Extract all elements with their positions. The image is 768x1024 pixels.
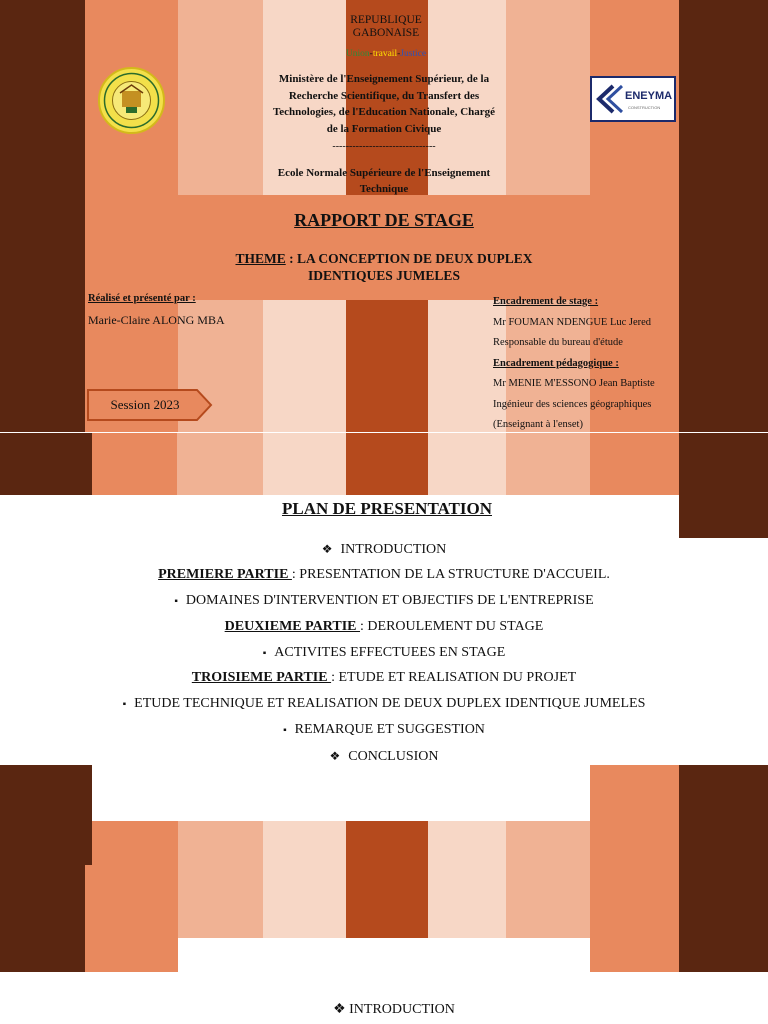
company-logo-text: ENEYMA (625, 90, 673, 102)
motto-separator: - (397, 49, 401, 59)
stripe (428, 821, 506, 938)
stripe (506, 433, 590, 495)
stripe (346, 433, 428, 495)
school-line: Technique (359, 183, 409, 195)
session-label: Session 2023 (110, 397, 180, 412)
plan-item-text: DOMAINES D'INTERVENTION ET OBJECTIFS DE L'ENTREPRISE (185, 593, 594, 608)
square-bullet-icon: ▪ (283, 725, 287, 736)
stripe (506, 821, 590, 938)
intro-slide (0, 765, 768, 1024)
stripe (92, 433, 177, 495)
ministry-line: Ministère de l'Enseignement Supérieur, de la (278, 73, 490, 85)
plan-item-text: : DEROULEMENT DU STAGE (360, 619, 544, 634)
ministry-line: de la Formation Civique (326, 122, 442, 135)
plan-title: PLAN DE PRESENTATION (281, 499, 492, 518)
pedagogic-note: (Enseignant à l'enset) (493, 419, 583, 430)
plan-item (0, 696, 768, 713)
stripe (590, 433, 679, 495)
republic-line: REPUBLIQUE (350, 14, 422, 26)
supervisor-name: Mr FOUMAN NDENGUE Luc Jered (493, 316, 652, 328)
stripe (590, 765, 679, 972)
motto-separator: - (369, 49, 373, 59)
theme-colon: : (285, 251, 297, 266)
plan-item (0, 567, 768, 583)
motto-word: Justice (400, 49, 427, 59)
diamond-bullet-icon: ❖ (333, 1002, 346, 1017)
diamond-bullet-icon: ❖ (329, 749, 341, 763)
cover-slide (0, 0, 768, 432)
supervision-block (493, 292, 683, 436)
ministry-line: Technologies, de l'Education Nationale, Chargé (272, 106, 496, 118)
school-seal-logo (98, 67, 165, 134)
plan-item (0, 619, 768, 635)
school-name (246, 165, 522, 197)
square-bullet-icon: ▪ (262, 648, 267, 659)
plan-item (0, 722, 768, 739)
author-name: Marie-Claire ALONG MBA (88, 313, 225, 327)
plan-item-text: : PRESENTATION DE LA STRUCTURE D'ACCUEIL. (291, 567, 610, 582)
ministry-line: Recherche Scientifique, du Transfert des (288, 89, 480, 102)
stripe (85, 0, 178, 432)
plan-item (0, 541, 768, 558)
report-title: RAPPORT DE STAGE (294, 210, 474, 230)
republic-line: GABONAISE (352, 27, 420, 39)
school-line: Ecole Normale Supérieure de l'Enseignement (277, 167, 491, 179)
report-theme (190, 250, 578, 284)
plan-item (0, 748, 768, 765)
cover-right-bar (679, 0, 768, 432)
plan-part-label: DEUXIEME PARTIE (224, 619, 361, 634)
stripe (0, 865, 85, 972)
plan-item (0, 645, 768, 662)
theme-label: THEME (235, 251, 286, 266)
plan-right-bar (679, 433, 768, 538)
plan-item-text: INTRODUCTION (340, 542, 447, 557)
plan-part-label: TROISIEME PARTIE (191, 670, 332, 685)
plan-item-text: : ETUDE ET REALISATION DU PROJET (331, 670, 577, 685)
intro-right-bar (679, 765, 768, 972)
stripe (85, 865, 92, 972)
plan-item (0, 593, 768, 610)
theme-text: LA CONCEPTION DE DEUX DUPLEX (296, 251, 533, 266)
intro-text: INTRODUCTION (349, 1002, 455, 1017)
author-label: Réalisé et présenté par : (88, 293, 196, 304)
motto (300, 49, 472, 59)
plan-part-label: PREMIERE PARTIE (158, 567, 292, 582)
pedagogic-label: Encadrement pédagogique : (493, 357, 619, 369)
plan-left-bar (0, 433, 92, 495)
pedagogic-role: Ingénieur des sciences géographiques (493, 398, 652, 410)
separator-line: ------------------------------- (332, 141, 436, 152)
company-logo (590, 76, 676, 122)
supervision-label: Encadrement de stage : (493, 296, 599, 307)
company-chevron-icon (595, 84, 625, 114)
intro-heading (0, 1001, 768, 1018)
stripe (178, 821, 263, 938)
company-logo-subtext: CONSTRUCTION (628, 105, 661, 110)
plan-item (0, 670, 768, 686)
motto-word: Union (345, 49, 370, 59)
stripe (346, 821, 428, 938)
republic-heading (300, 14, 472, 40)
plan-item-text: ACTIVITES EFFECTUEES EN STAGE (274, 645, 506, 660)
square-bullet-icon: ▪ (174, 596, 178, 607)
pedagogic-name: Mr MENIE M'ESSONO Jean Baptiste (493, 378, 655, 389)
plan-item-text: CONCLUSION (348, 749, 439, 764)
square-bullet-icon: ▪ (122, 699, 127, 710)
cover-left-bar (0, 0, 85, 432)
stripe (263, 821, 346, 938)
plan-item-text: REMARQUE ET SUGGESTION (294, 722, 485, 737)
theme-text: IDENTIQUES JUMELES (308, 268, 460, 283)
motto-word: travail (372, 49, 398, 59)
stripe (177, 433, 263, 495)
stripe (92, 821, 178, 972)
ministry-name (246, 71, 522, 137)
supervisor-role: Responsable du bureau d'étude (493, 337, 623, 348)
stripe (428, 433, 506, 495)
plan-slide (0, 433, 768, 765)
diamond-bullet-icon: ❖ (321, 542, 333, 556)
plan-item-text: ETUDE TECHNIQUE ET REALISATION DE DEUX DUPLEX IDENTIQUE JUMELES (134, 696, 646, 711)
stripe (263, 433, 346, 495)
